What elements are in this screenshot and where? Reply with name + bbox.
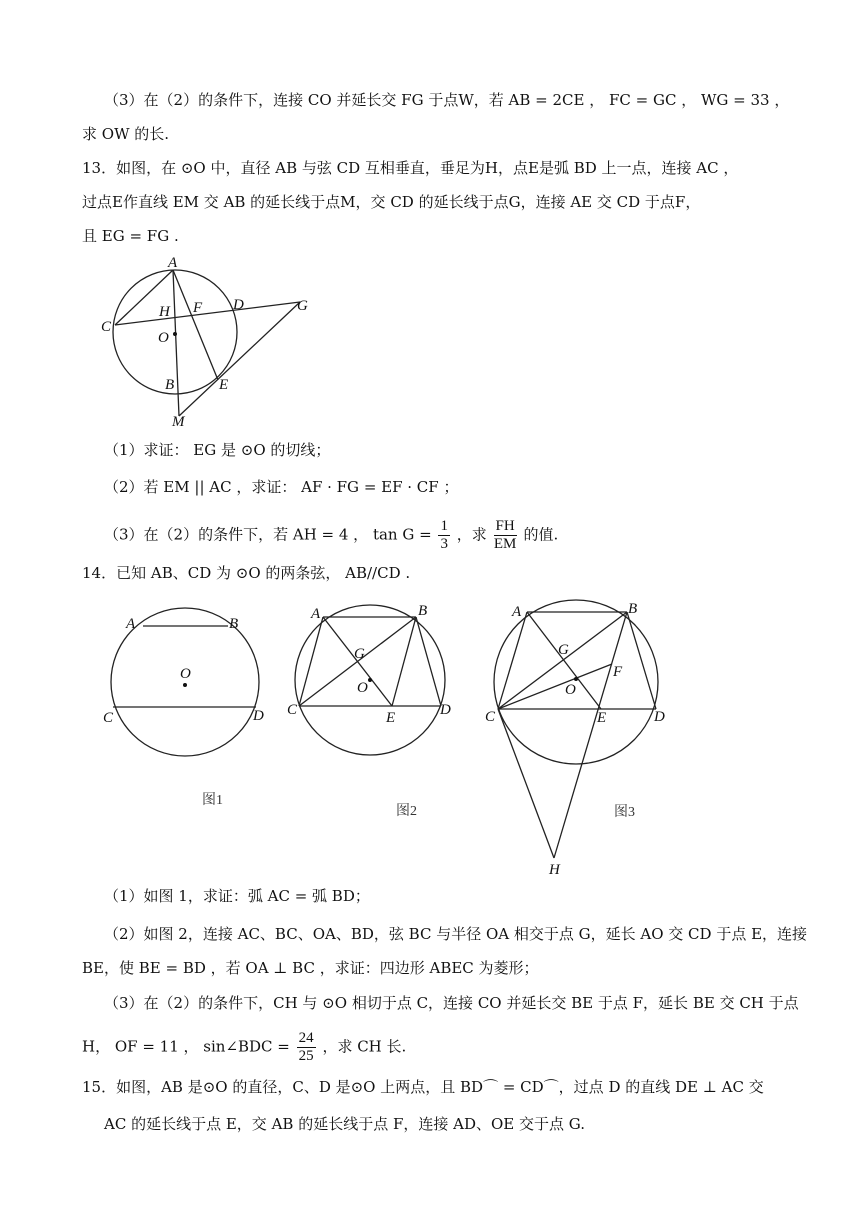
fig1-label-c: C [103, 710, 114, 726]
q13-part3 [104, 518, 558, 553]
q13-label-o: O [158, 330, 169, 346]
fig3-segment-ae [527, 612, 601, 709]
q13-line2: 过点E作直线 EM 交 AB 的延长线于点M，交 CD 的延长线于点G，连接 AE 交 CD 于点F， [82, 193, 701, 211]
fig3-circle [494, 600, 658, 764]
q15-line1: 15．如图，AB 是⊙O 的直径，C、D 是⊙O 上两点，且 BD⌒ = CD⌒，过点 D 的直线 DE ⊥ AC 交 [82, 1078, 764, 1096]
q14-part3-text-a: H， OF = 11 ， sin∠BDC = [82, 1037, 290, 1056]
fig3-label-d: D [654, 709, 665, 725]
q14-part3-frac-sin [297, 1030, 316, 1065]
q13-part2: （2）若 EM || AC ，求证： AF · FG = EF · CF ； [104, 478, 459, 496]
fig1-label-a: A [126, 616, 136, 632]
q13-label-h: H [159, 304, 170, 320]
fig3-segment-bd [627, 612, 656, 709]
q13-part1: （1）求证： EG 是 ⊙O 的切线； [104, 441, 331, 459]
fig3-segment-ch [498, 709, 554, 858]
q13-part3-text-c: 的值. [523, 525, 559, 544]
fig1-center-dot [183, 683, 187, 687]
fig3-label-b: B [628, 601, 638, 617]
q12-part3-line1: （3）在（2）的条件下，连接 CO 并延长交 FG 于点W，若 AB = 2CE ， FC = GC ， WG = 33 ， [104, 91, 790, 109]
fig2-segment-bd [416, 617, 441, 706]
q14-part3-line2 [82, 1030, 406, 1065]
fig2-label-e: E [386, 710, 396, 726]
fig2-caption: 图2 [396, 804, 417, 819]
fig2-label-d: D [440, 702, 451, 718]
q13-label-e: E [219, 377, 229, 393]
q14-figure1 [98, 604, 278, 814]
q14-part1: （1）如图 1，求证：弧 AC = 弧 BD； [104, 887, 370, 905]
fig3-label-f: F [613, 664, 623, 680]
q13-line1: 13．如图，在 ⊙O 中，直径 AB 与弦 CD 互相垂直，垂足为H，点E是弧 BD 上一点，连接 AC ， [82, 159, 739, 177]
fig1-caption: 图1 [202, 793, 223, 808]
q14-part3-line1: （3）在（2）的条件下，CH 与 ⊙O 相切于点 C，连接 CO 并延长交 BE 于点 F，延长 BE 交 CH 于点 [104, 994, 799, 1012]
fig2-label-c: C [287, 702, 298, 718]
fig3-center-dot [574, 677, 578, 681]
q13-segment-ae [173, 270, 218, 380]
q13-part3-frac-tan [438, 518, 450, 553]
fig3-segment-ac [498, 612, 527, 709]
fig3-caption: 图3 [614, 805, 635, 820]
q14-frac-den: 25 [298, 1048, 314, 1064]
q14-frac-num: 24 [298, 1030, 314, 1046]
q13-part3-text-a: （3）在（2）的条件下，若 AH = 4 ， tan G = [104, 525, 432, 544]
q14-part3-text-b: ，求 CH 长. [322, 1037, 407, 1056]
q13-label-g: G [297, 298, 308, 314]
fig3-label-g: G [558, 642, 569, 658]
q14-part2-line2: BE，使 BE = BD ，若 OA ⊥ BC ，求证：四边形 ABEC 为菱形； [82, 959, 539, 977]
q14-figure3 [480, 596, 680, 881]
q13-segment-gm [179, 302, 300, 416]
fig3-label-c: C [485, 709, 496, 725]
q13-part3-frac-ratio [494, 518, 517, 553]
fig2-label-g: G [354, 646, 365, 662]
q13-center-dot [173, 332, 177, 336]
q13-figure [95, 252, 320, 432]
q14-part2-line1: （2）如图 2，连接 AC、BC、OA、BD，弦 BC 与半径 OA 相交于点 G，延长 AO 交 CD 于点 E，连接 [104, 925, 808, 943]
fig2-center-dot [368, 678, 372, 682]
q13-label-a: A [168, 255, 178, 271]
fig1-label-d: D [253, 708, 264, 724]
q13-label-c: C [101, 319, 112, 335]
fig2-segment-be [392, 617, 416, 706]
fig2-label-b: B [418, 603, 428, 619]
q13-label-b: B [165, 377, 175, 393]
q13-part3-text-b: ，求 [456, 525, 487, 544]
q13-label-f: F [193, 300, 203, 316]
q13-chord-cd-extended [115, 302, 300, 325]
q13-line3: 且 EG = FG . [82, 227, 179, 245]
fig3-label-a: A [512, 604, 522, 620]
q13-label-m: M [172, 414, 185, 430]
fig2-label-a: A [311, 606, 321, 622]
q14-line1: 14．已知 AB、CD 为 ⊙O 的两条弦， AB//CD . [82, 564, 411, 582]
fig1-label-o: O [180, 666, 191, 682]
q12-part3-line2: 求 OW 的长. [82, 125, 170, 143]
q14-figure2 [280, 598, 460, 823]
q13-frac-den: 3 [440, 536, 448, 552]
q13-frac2-num: FH [495, 518, 515, 534]
fig3-label-o: O [565, 682, 576, 698]
fig1-label-b: B [229, 616, 239, 632]
q13-frac2-den: EM [493, 536, 517, 552]
fig3-segment-bc [498, 612, 627, 709]
fig3-segment-cf [498, 664, 612, 709]
fig2-label-o: O [357, 680, 368, 696]
q13-label-d: D [233, 297, 244, 313]
q13-frac-num: 1 [440, 518, 448, 534]
q15-line2: AC 的延长线于点 E，交 AB 的延长线于点 F，连接 AD、OE 交于点 G. [104, 1115, 585, 1133]
fig3-label-e: E [597, 710, 607, 726]
fig2-segment-ac [299, 617, 323, 706]
fig3-label-h: H [549, 862, 560, 878]
